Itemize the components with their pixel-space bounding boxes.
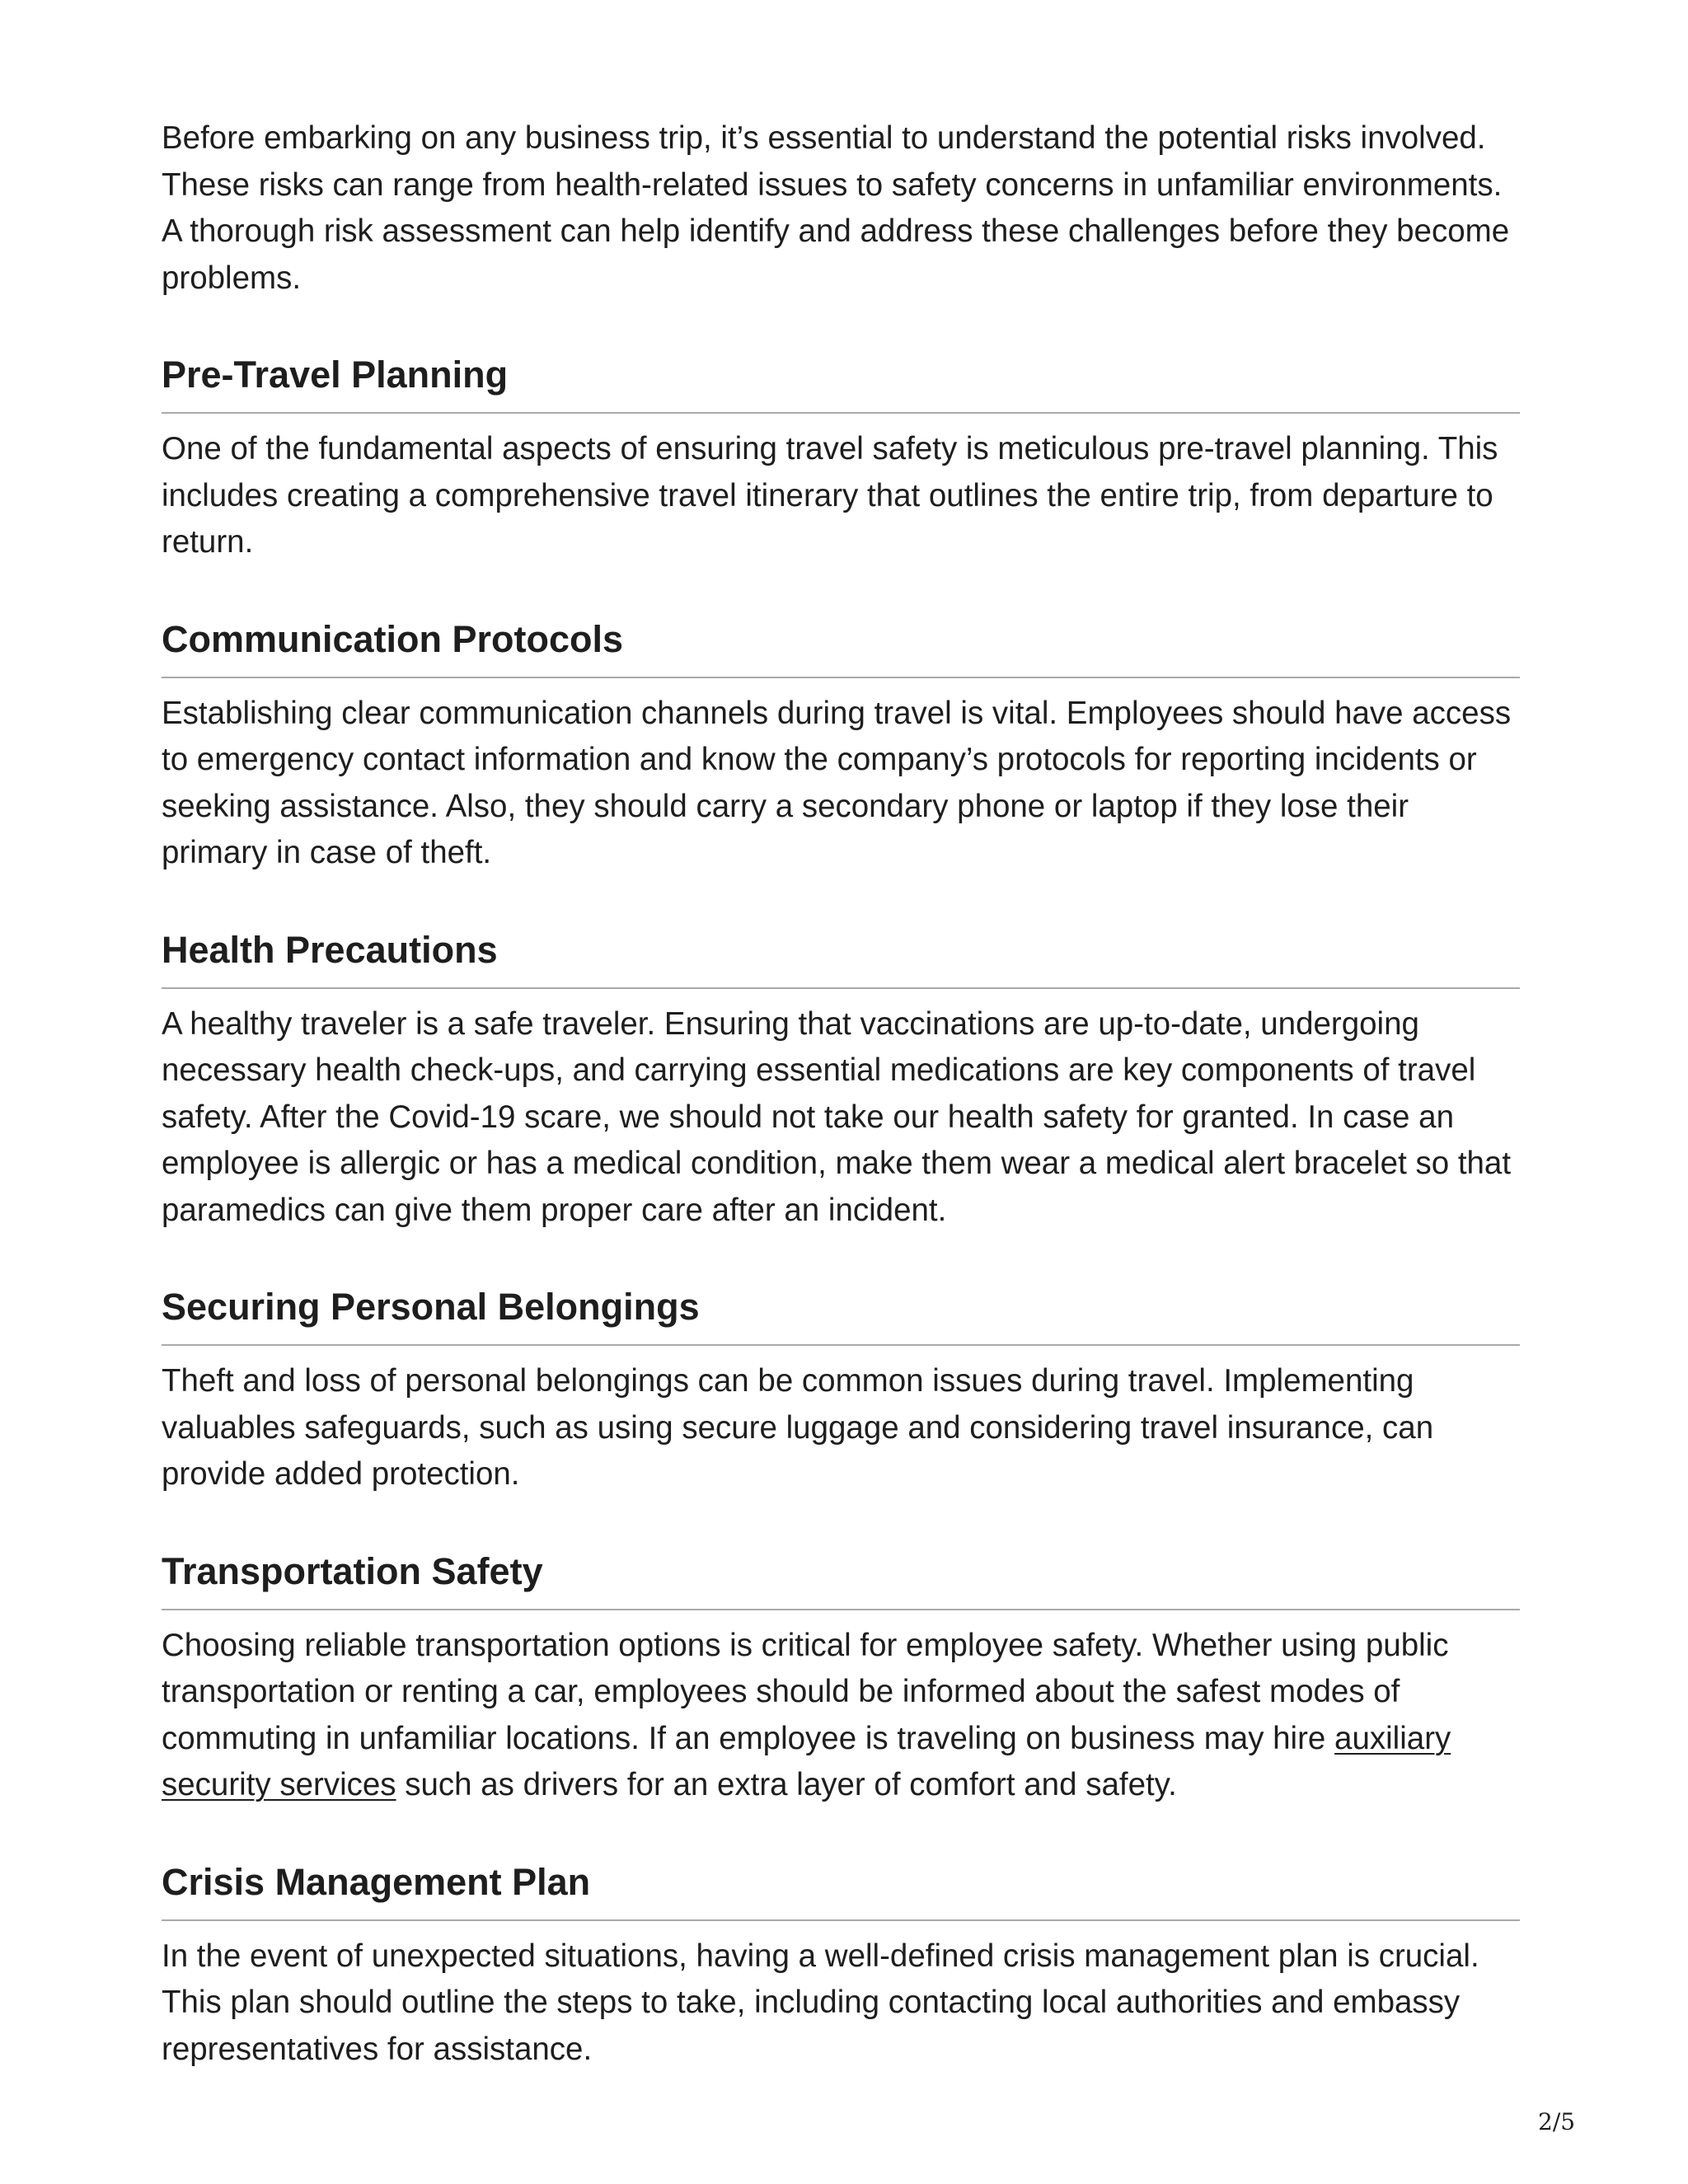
section-transportation-safety <box>162 1549 1520 1809</box>
intro-paragraph: Before embarking on any business trip, it’s essential to understand the potential risks involved. These risks can range from health-related issues to safety concerns in unfamiliar environments. A thorough risk assessment can help identify and address these challenges before they become problems. <box>162 120 1510 296</box>
section-heading: Securing Personal Belongings <box>162 1284 1520 1346</box>
section-heading: Communication Protocols <box>162 616 1520 678</box>
page-number: 2/5 <box>1538 2108 1576 2135</box>
section-heading: Transportation Safety <box>162 1549 1520 1610</box>
section-paragraph: In the event of unexpected situations, having a well-defined crisis management plan is crucial. This plan should outline the steps to take, including contacting local authorities and embassy representatives for assistance. <box>162 1938 1479 2067</box>
section-communication-protocols <box>162 616 1520 877</box>
section-heading: Health Precautions <box>162 927 1520 989</box>
article-content <box>162 115 1520 2073</box>
section-paragraph: Theft and loss of personal belongings can be common issues during travel. Implementing valuables safeguards, such as using secure luggage and considering travel insurance, can provide added protection. <box>162 1363 1434 1492</box>
section-paragraph: A healthy traveler is a safe traveler. Ensuring that vaccinations are up-to-date, undergoing necessary health check-ups, and carrying essential medications are key components of travel safety. After the Covid-19 scare, we should not take our health safety for granted. In case an employee is allergic or has a medical condition, make them wear a medical alert bracelet so that paramedics can give them proper care after an incident. <box>162 1005 1512 1228</box>
section-paragraph <box>162 1623 1520 1809</box>
paragraph-text-before-link: Choosing reliable transportation options is critical for employee safety. Whether using public transportation or renting a car, employees should be informed about the safest modes of commuting in unfamiliar locations. If an employee is traveling on business may hire <box>162 1627 1449 1756</box>
section-heading: Crisis Management Plan <box>162 1859 1520 1921</box>
section-securing-personal-belongings <box>162 1284 1520 1498</box>
paragraph-text-after-link: such as drivers for an extra layer of comfort and safety. <box>396 1767 1177 1802</box>
section-health-precautions <box>162 927 1520 1235</box>
section-heading: Pre-Travel Planning <box>162 352 1520 414</box>
section-pre-travel-planning <box>162 352 1520 566</box>
section-paragraph: Establishing clear communication channels during travel is vital. Employees should have access to emergency contact information and know the company’s protocols for reporting incidents or seeking assistance. Also, they should carry a secondary phone or laptop if they lose their primary in case of theft. <box>162 695 1512 870</box>
section-crisis-management-plan <box>162 1859 1520 2074</box>
auxiliary-security-services-link[interactable]: auxiliary security services <box>162 1720 1451 1802</box>
section-paragraph: One of the fundamental aspects of ensuring travel safety is meticulous pre-travel planning. This includes creating a comprehensive travel itinerary that outlines the entire trip, from departure to return. <box>162 431 1498 560</box>
